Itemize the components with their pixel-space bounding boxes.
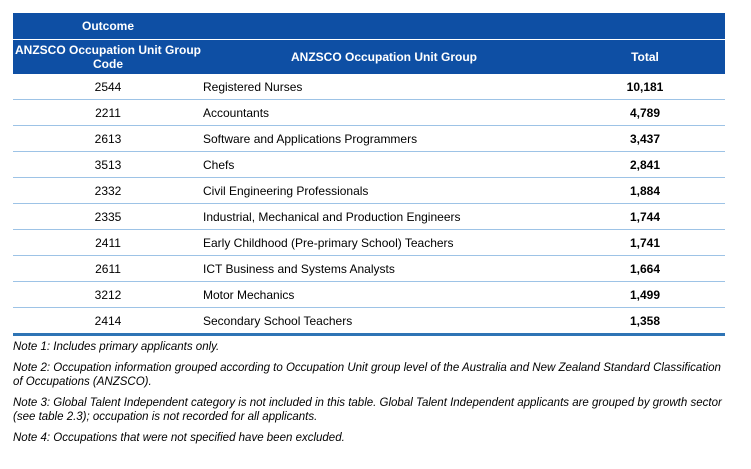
group-cell: ICT Business and Systems Analysts bbox=[203, 256, 565, 282]
table-row bbox=[13, 152, 725, 178]
group-cell: Accountants bbox=[203, 100, 565, 126]
total-cell: 2,841 bbox=[565, 152, 725, 178]
code-cell: 2332 bbox=[13, 178, 203, 204]
code-cell: 2544 bbox=[13, 74, 203, 100]
table-row bbox=[13, 100, 725, 126]
code-cell: 2211 bbox=[13, 100, 203, 126]
total-cell: 1,499 bbox=[565, 282, 725, 308]
code-cell: 3212 bbox=[13, 282, 203, 308]
table-row bbox=[13, 230, 725, 256]
header-blank bbox=[203, 13, 565, 40]
total-cell: 4,789 bbox=[565, 100, 725, 126]
table-row bbox=[13, 256, 725, 282]
total-cell: 1,358 bbox=[565, 308, 725, 335]
group-column-header: ANZSCO Occupation Unit Group bbox=[203, 40, 565, 75]
note-2: Note 2: Occupation information grouped according to Occupation Unit group level of the Australia and New Zealand Standard Classification of Occupations (ANZSCO). bbox=[13, 362, 721, 388]
table-row bbox=[13, 74, 725, 100]
code-cell: 3513 bbox=[13, 152, 203, 178]
table-header-outcome-row bbox=[13, 13, 725, 40]
header-blank bbox=[565, 13, 725, 40]
group-cell: Software and Applications Programmers bbox=[203, 126, 565, 152]
table-row bbox=[13, 282, 725, 308]
total-cell: 3,437 bbox=[565, 126, 725, 152]
total-cell: 1,664 bbox=[565, 256, 725, 282]
table-row bbox=[13, 204, 725, 230]
note-1: Note 1: Includes primary applicants only. bbox=[13, 341, 220, 353]
total-cell: 10,181 bbox=[565, 74, 725, 100]
occupation-table bbox=[13, 13, 725, 336]
total-cell: 1,884 bbox=[565, 178, 725, 204]
group-cell: Industrial, Mechanical and Production Engineers bbox=[203, 204, 565, 230]
group-cell: Secondary School Teachers bbox=[203, 308, 565, 335]
table-row bbox=[13, 178, 725, 204]
note-4: Note 4: Occupations that were not specified have been excluded. bbox=[13, 432, 345, 444]
code-cell: 2613 bbox=[13, 126, 203, 152]
total-cell: 1,744 bbox=[565, 204, 725, 230]
code-column-header: ANZSCO Occupation Unit Group Code bbox=[13, 40, 203, 75]
code-cell: 2411 bbox=[13, 230, 203, 256]
total-column-header: Total bbox=[565, 40, 725, 75]
group-cell: Early Childhood (Pre-primary School) Teachers bbox=[203, 230, 565, 256]
group-cell: Chefs bbox=[203, 152, 565, 178]
group-cell: Civil Engineering Professionals bbox=[203, 178, 565, 204]
table-header-row bbox=[13, 40, 725, 75]
total-cell: 1,741 bbox=[565, 230, 725, 256]
table-row bbox=[13, 126, 725, 152]
table-notes bbox=[13, 340, 733, 452]
code-cell: 2414 bbox=[13, 308, 203, 335]
outcome-header: Outcome bbox=[13, 13, 203, 40]
group-cell: Motor Mechanics bbox=[203, 282, 565, 308]
note-3: Note 3: Global Talent Independent category is not included in this table. Global Talent Independent applicants are grouped by growth sector (see table 2.3); occupation is not recorded for all applicants. bbox=[13, 397, 722, 423]
code-cell: 2611 bbox=[13, 256, 203, 282]
code-cell: 2335 bbox=[13, 204, 203, 230]
table-row bbox=[13, 308, 725, 335]
group-cell: Registered Nurses bbox=[203, 74, 565, 100]
